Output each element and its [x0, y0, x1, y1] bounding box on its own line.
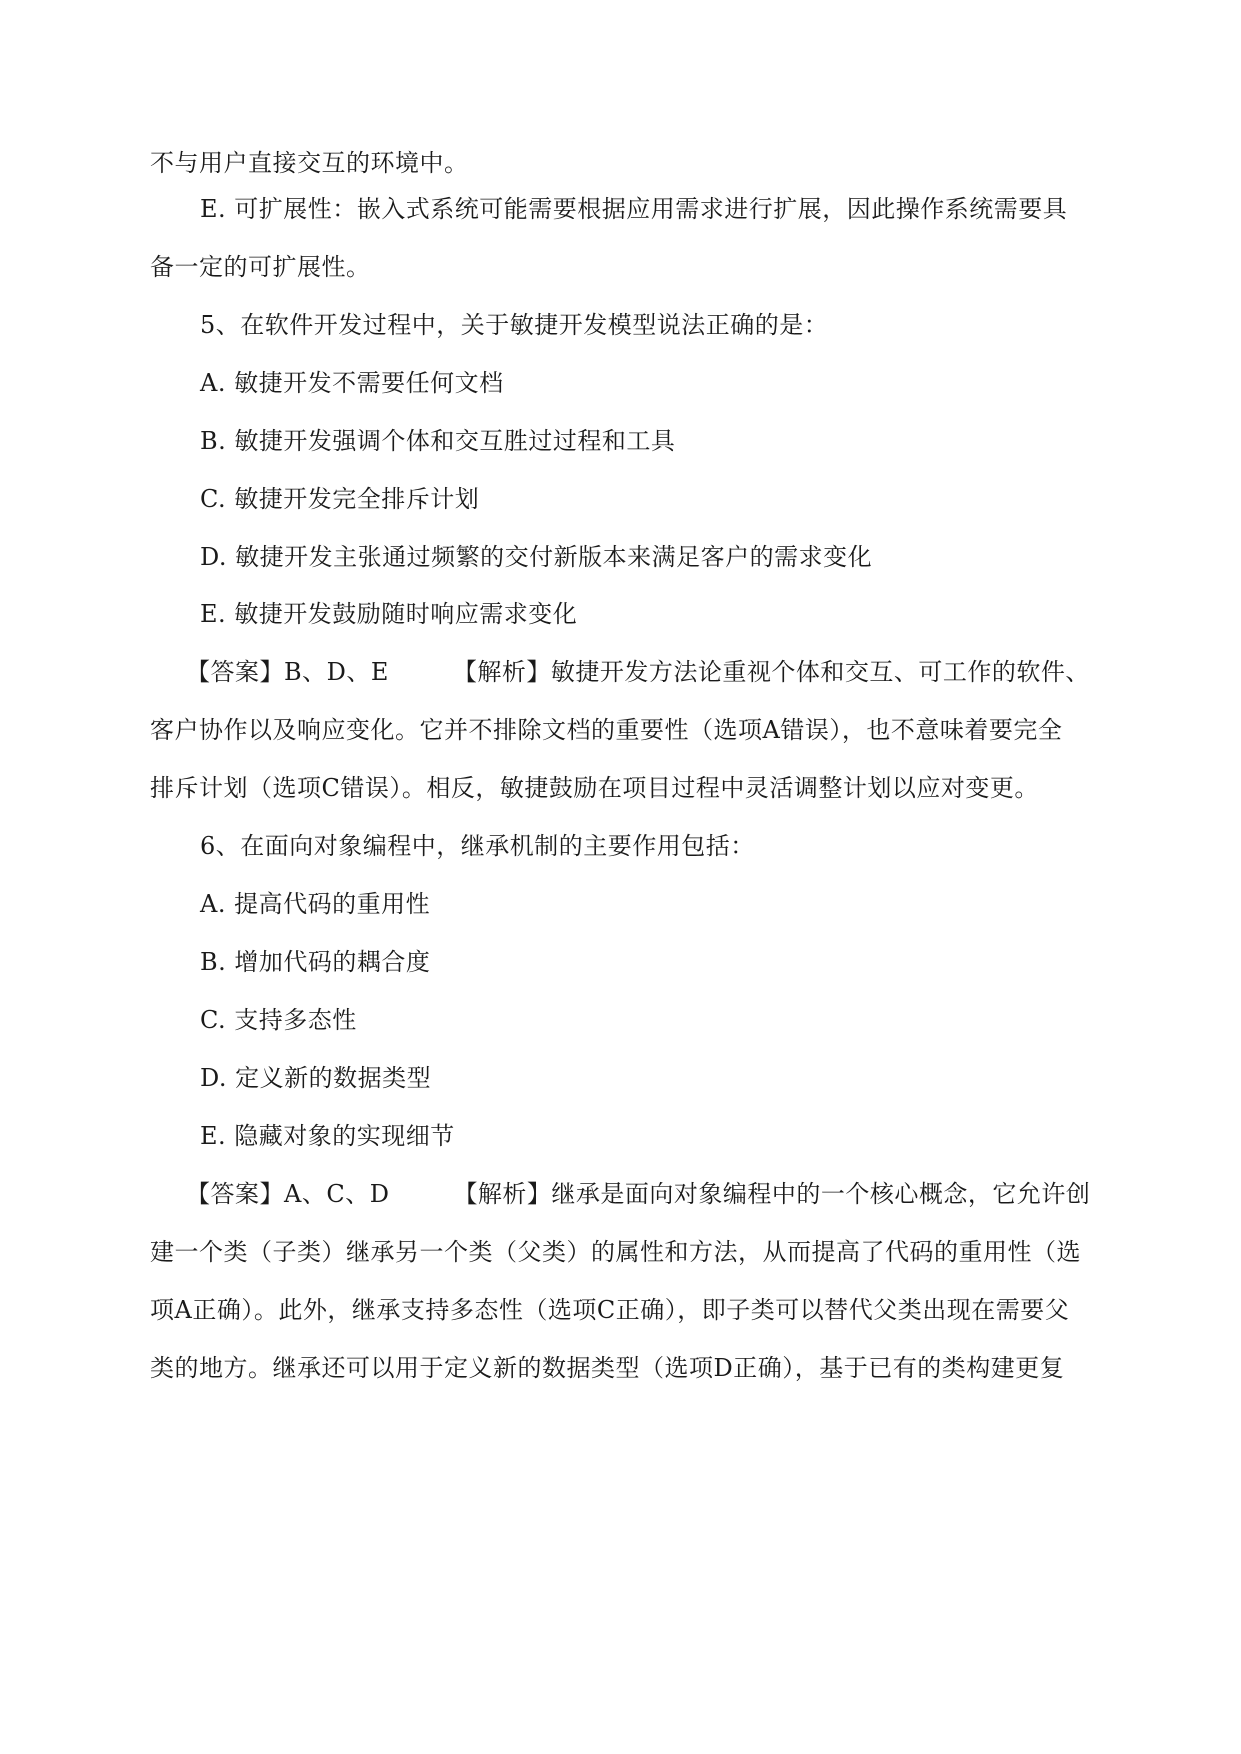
- q5-option-a: A. 敏捷开发不需要任何文档: [200, 369, 504, 397]
- q6-analysis-line2: 建一个类（子类）继承另一个类（父类）的属性和方法，从而提高了代码的重用性（选: [150, 1238, 1081, 1266]
- q5-option-b: B. 敏捷开发强调个体和交互胜过过程和工具: [200, 427, 676, 455]
- q5-option-d: D. 敏捷开发主张通过频繁的交付新版本来满足客户的需求变化: [200, 543, 873, 571]
- q4-option-e-line1: E. 可扩展性：嵌入式系统可能需要根据应用需求进行扩展，因此操作系统需要具: [200, 195, 1068, 223]
- q6-answer: 【答案】A、C、D: [186, 1180, 390, 1208]
- q5-analysis-line2: 客户协作以及响应变化。它并不排除文档的重要性（选项A错误），也不意味着要完全: [150, 716, 1063, 744]
- q6-analysis-line3: 项A正确）。此外，继承支持多态性（选项C正确），即子类可以替代父类出现在需要父: [150, 1296, 1070, 1324]
- q6-question: 6、在面向对象编程中，继承机制的主要作用包括：: [200, 832, 755, 860]
- q5-question: 5、在软件开发过程中，关于敏捷开发模型说法正确的是：: [200, 311, 829, 339]
- q5-analysis-line3: 排斥计划（选项C错误）。相反，敏捷鼓励在项目过程中灵活调整计划以应对变更。: [150, 774, 1039, 802]
- q5-answer: 【答案】B、D、E: [186, 658, 389, 686]
- q6-analysis-start: 【解析】继承是面向对象编程中的一个核心概念，它允许创: [453, 1180, 1091, 1208]
- paragraph-continuation: 不与用户直接交互的环境中。: [150, 149, 469, 177]
- q6-option-a: A. 提高代码的重用性: [200, 890, 431, 918]
- q5-answer-analysis-line1: [186, 655, 1110, 689]
- q6-option-c: C. 支持多态性: [200, 1006, 357, 1034]
- q6-answer-analysis-line1: [186, 1177, 1110, 1211]
- q4-option-e-line2: 备一定的可扩展性。: [150, 253, 371, 281]
- q5-option-e: E. 敏捷开发鼓励随时响应需求变化: [200, 600, 578, 628]
- q6-option-b: B. 增加代码的耦合度: [200, 948, 431, 976]
- q6-analysis-line4: 类的地方。继承还可以用于定义新的数据类型（选项D正确），基于已有的类构建更复: [150, 1354, 1065, 1382]
- q6-option-e: E. 隐藏对象的实现细节: [200, 1122, 455, 1150]
- q5-analysis-start: 【解析】敏捷开发方法论重视个体和交互、可工作的软件、: [452, 658, 1090, 686]
- q5-option-c: C. 敏捷开发完全排斥计划: [200, 485, 480, 513]
- q6-option-d: D. 定义新的数据类型: [200, 1064, 432, 1092]
